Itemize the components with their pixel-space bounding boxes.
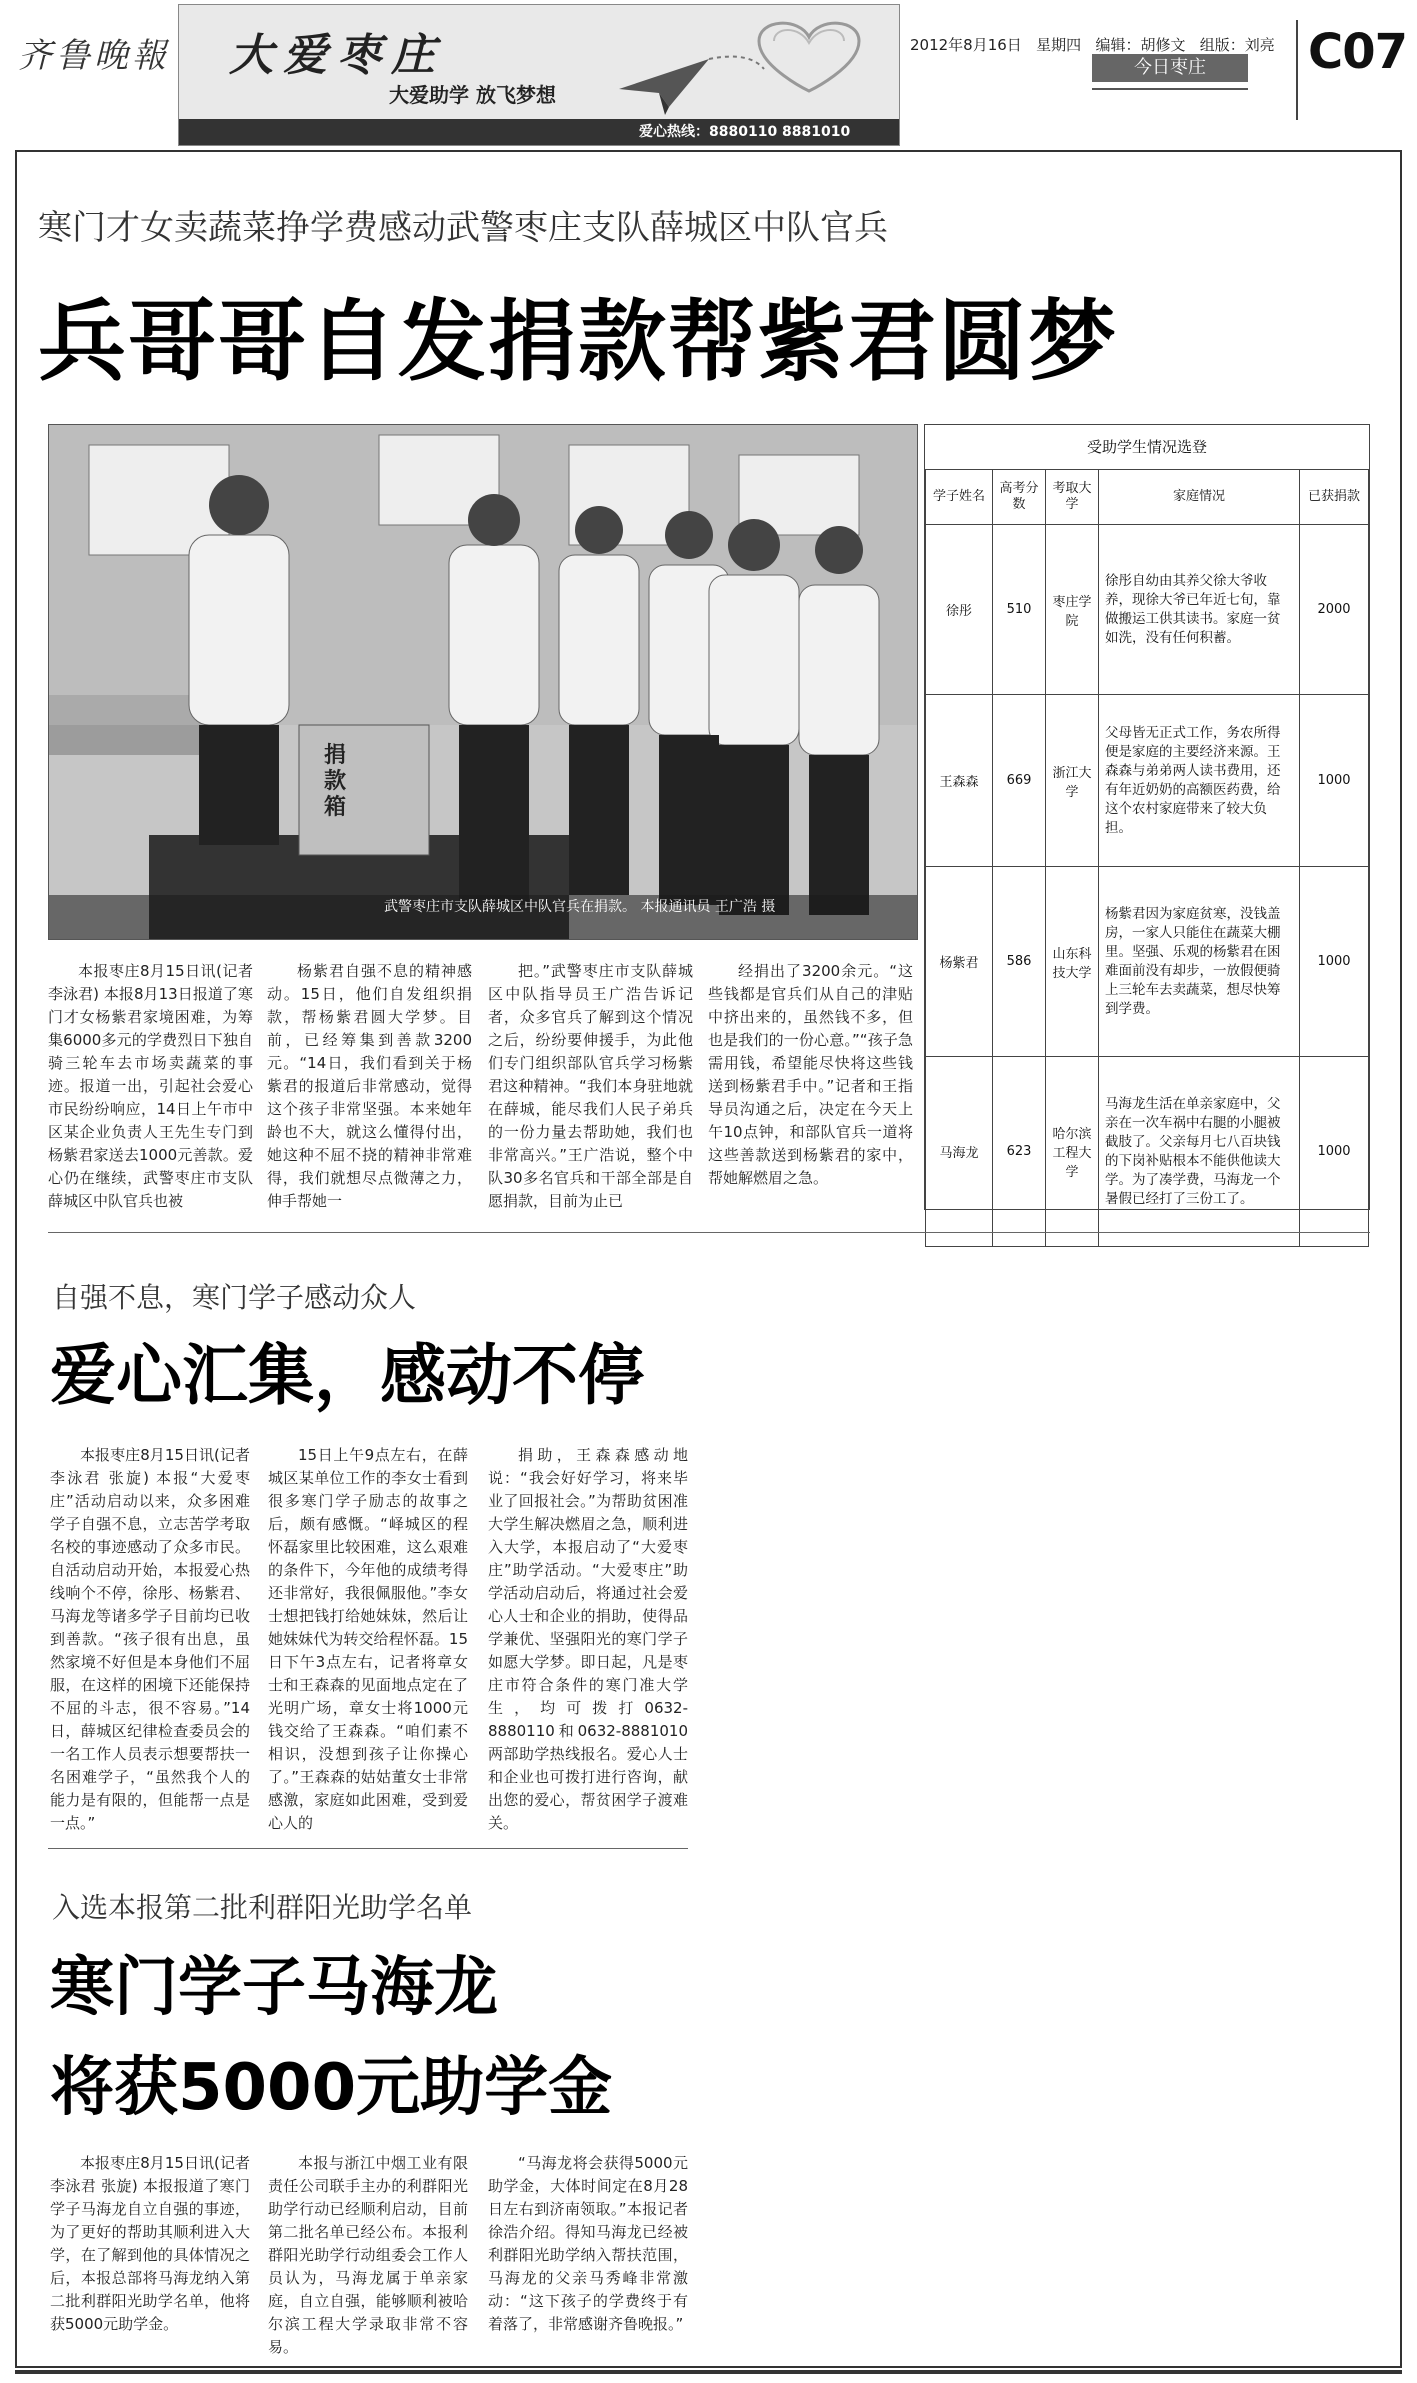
- cell-name: 徐彤: [926, 525, 993, 695]
- page-number: C07: [1308, 24, 1408, 80]
- cell-score: 623: [993, 1057, 1046, 1247]
- header-divider: [1296, 20, 1298, 120]
- cell-name: 王森森: [926, 695, 993, 867]
- cell-donation: 2000: [1300, 525, 1369, 695]
- table-row: [926, 695, 1369, 867]
- soldiers-donating-illustration: [49, 425, 917, 939]
- story1-kicker: 寒门才女卖蔬菜挣学费感动武警枣庄支队薛城区中队官兵: [38, 208, 888, 248]
- newspaper-logo: 齐鲁晚報: [18, 36, 170, 76]
- section-banner: [178, 4, 900, 146]
- bottom-rule: [15, 2370, 1402, 2374]
- cell-university: 枣庄学院: [1046, 525, 1099, 695]
- issue-date: 2012年8月16日: [910, 36, 1022, 54]
- donation-box-label: 捐款箱: [324, 743, 347, 820]
- cell-name: 杨紫君: [926, 867, 993, 1057]
- cell-donation: 1000: [1300, 695, 1369, 867]
- section-underline: [1092, 88, 1248, 90]
- cell-university: 哈尔滨工程大学: [1046, 1057, 1099, 1247]
- header-name: 学子姓名: [926, 470, 993, 525]
- date-line: [910, 34, 1275, 55]
- heart-plane-icon: [559, 11, 889, 121]
- header-family: 家庭情况: [1099, 470, 1300, 525]
- cell-family: 徐彤自幼由其养父徐大爷收养，现徐大爷已年近七旬，靠做搬运工供其读书。家庭一贫如洗，没有任何积蓄。: [1099, 525, 1300, 695]
- section-rule: [48, 1232, 1370, 1233]
- story3-column-2: 本报与浙江中烟工业有限责任公司联手主办的利群阳光助学行动已经顺利启动，目前第二批名单已经公布。本报利群阳光助学行动组委会工作人员认为，马海龙属于单亲家庭，自立自强，能够顺利被哈尔滨工程大学录取非常不容易。: [268, 2154, 468, 2356]
- cell-family: 父母皆无正式工作，务农所得便是家庭的主要经济来源。王森森与弟弟两人读书费用，还有年近奶奶的高额医药费，给这个农村家庭带来了较大负担。: [1099, 695, 1300, 867]
- cell-donation: 1000: [1300, 1057, 1369, 1247]
- news-photo: [48, 424, 918, 940]
- photo-caption: 武警枣庄市支队薛城区中队官兵在捐款。 本报通讯员 王广浩 摄: [384, 899, 776, 915]
- header-score: 高考分数: [993, 470, 1046, 525]
- hotline-text: 爱心热线：8880110 8881010: [639, 124, 851, 140]
- cell-score: 586: [993, 867, 1046, 1057]
- header-university: 考取大学: [1046, 470, 1099, 525]
- aid-table: [925, 469, 1369, 1247]
- aid-table-title: 受助学生情况选登: [925, 425, 1369, 470]
- section-tab: 今日枣庄: [1092, 54, 1248, 82]
- table-header-row: [926, 470, 1369, 525]
- story3-kicker: 入选本报第二批利群阳光助学名单: [52, 1891, 473, 1924]
- page-header: [0, 0, 1417, 150]
- aid-table-box: [924, 424, 1370, 1210]
- layout-credit: 组版：刘亮: [1199, 36, 1275, 54]
- cell-university: 浙江大学: [1046, 695, 1099, 867]
- cell-family: 杨紫君因为家庭贫寒，没钱盖房，一家人只能住在蔬菜大棚里。坚强、乐观的杨紫君在困难面前没有却步，一放假便骑上三轮车去卖蔬菜，想尽快筹到学费。: [1099, 867, 1300, 1057]
- story1-headline: 兵哥哥自发捐款帮紫君圆梦: [38, 290, 1119, 393]
- story2-kicker: 自强不息，寒门学子感动众人: [52, 1281, 417, 1314]
- story1-column-3: 把。”武警枣庄市支队薛城区中队指导员王广浩告诉记者，众多官兵了解到这个情况之后，纷纷要伸援手，为此他们专门组织部队官兵学习杨紫君这种精神。“我们本身驻地就在薛城，能尽我们人民子弟兵的一份力量去帮助她，我们也非常高兴。”王广浩说，整个中队30多名官兵和干部全部是自愿捐款，目前为止已: [488, 962, 693, 1210]
- cell-family: 马海龙生活在单亲家庭中，父亲在一次车祸中右腿的小腿被截肢了。父亲每月七八百块钱的下岗补贴根本不能供他读大学。为了凑学费，马海龙一个暑假已经打了三份工了。: [1099, 1057, 1300, 1247]
- cell-name: 马海龙: [926, 1057, 993, 1247]
- banner-title: 大爱枣庄: [229, 30, 445, 81]
- story2-column-2: 15日上午9点左右，在薛城区某单位工作的李女士看到很多寒门学子励志的故事之后，颇有感慨。“峄城区的程怀磊家里比较困难，这么艰难的条件下，今年他的成绩考得还非常好，我很佩服他。”李女士想把钱打给她妹妹，然后让她妹妹代为转交给程怀磊。15日下午3点左右，记者将章女士和王森森的见面地点定在了光明广场，章女士将1000元钱交给了王森森。“咱们素不相识，没想到孩子让你操心了。”王森森的姑姑董女士非常感激，家庭如此困难，受到爱心人的: [268, 1446, 468, 1832]
- cell-score: 669: [993, 695, 1046, 867]
- story2-headline: 爱心汇集，感动不停: [50, 1337, 644, 1414]
- header-donation: 已获捐款: [1300, 470, 1369, 525]
- story1-column-2: 杨紫君自强不息的精神感动。15日，他们自发组织捐款，帮杨紫君圆大学梦。目前，已经筹集到善款3200元。“14日，我们看到关于杨紫君的报道后非常感动，觉得这个孩子非常坚强。本来她年龄也不大，就这么懂得付出，她这种不屈不挠的精神非常难得，我们就想尽点微薄之力，伸手帮她一: [267, 962, 472, 1210]
- story1-column-4: 经捐出了3200余元。“这些钱都是官兵们从自己的津贴中挤出来的，虽然钱不多，但也是我们的一份心意。”“孩子急需用钱，希望能尽快将这些钱送到杨紫君手中。”记者和王指导员沟通之后，决定在今天上午10点钟，和部队官兵一道将这些善款送到杨紫君的家中，帮她解燃眉之急。: [708, 962, 913, 1187]
- story3-headline-line2: 将获5000元助学金: [50, 2051, 613, 2125]
- cell-score: 510: [993, 525, 1046, 695]
- story2-column-1: 本报枣庄8月15日讯(记者 李泳君 张旋) 本报“大爱枣庄”活动启动以来，众多困难学子自强不息，立志苦学考取名校的事迹感动了众多市民。自活动启动开始，本报爱心热线响个不停，徐彤、杨紫君、马海龙等诸多学子目前均已收到善款。“孩子很有出息，虽然家境不好但是本身他们不屈服，在这样的困境下还能保持不屈的斗志，很不容易。”14日，薛城区纪律检查委员会的一名工作人员表示想要帮扶一名困难学子，“虽然我个人的能力是有限的，但能帮一点是一点。”: [50, 1446, 250, 1832]
- editor-credit: 编辑：胡修文: [1095, 36, 1186, 54]
- story3-column-3: “马海龙将会获得5000元助学金，大体时间定在8月28日左右到济南领取。”本报记者徐浩介绍。得知马海龙已经被利群阳光助学纳入帮扶范围，马海龙的父亲马秀峰非常激动：“这下孩子的学费终于有着落了，非常感谢齐鲁晚报。”: [488, 2154, 688, 2333]
- cell-university: 山东科技大学: [1046, 867, 1099, 1057]
- table-row: [926, 867, 1369, 1057]
- story3-column-1: 本报枣庄8月15日讯(记者 李泳君 张旋) 本报报道了寒门学子马海龙自立自强的事迹，为了更好的帮助其顺利进入大学，在了解到他的具体情况之后，本报总部将马海龙纳入第二批利群阳光助学名单，他将获5000元助学金。: [50, 2154, 250, 2333]
- cell-donation: 1000: [1300, 867, 1369, 1057]
- hotline-bar: [179, 119, 899, 145]
- banner-slogan: 大爱助学 放飞梦想: [389, 83, 556, 107]
- story2-column-3: 捐助，王森森感动地说：“我会好好学习，将来毕业了回报社会。”为帮助贫困准大学生解决燃眉之急，顺利进入大学，本报启动了“大爱枣庄”助学活动。“大爱枣庄”助学活动启动后，将通过社会爱心人士和企业的捐助，使得品学兼优、坚强阳光的寒门学子如愿大学梦。即日起，凡是枣庄市符合条件的寒门准大学生，均可拨打0632-8880110和0632-8881010两部助学热线报名。爱心人士和企业也可拨打进行咨询，献出您的爱心，帮贫困学子渡难关。: [488, 1446, 688, 1832]
- table-row: [926, 525, 1369, 695]
- story3-headline-line1: 寒门学子马海龙: [50, 1951, 498, 2025]
- section-rule: [48, 1848, 688, 1849]
- table-row: [926, 1057, 1369, 1247]
- story1-column-1: 本报枣庄8月15日讯(记者 李泳君) 本报8月13日报道了寒门才女杨紫君家境困难，为筹集6000多元的学费烈日下独自骑三轮车去市场卖蔬菜的事迹。报道一出，引起社会爱心市民纷纷响应，14日上午市中区某企业负责人王先生专门到杨紫君家送去1000元善款。爱心仍在继续，武警枣庄市支队薛城区中队官兵也被: [48, 962, 253, 1210]
- issue-weekday: 星期四: [1036, 36, 1082, 54]
